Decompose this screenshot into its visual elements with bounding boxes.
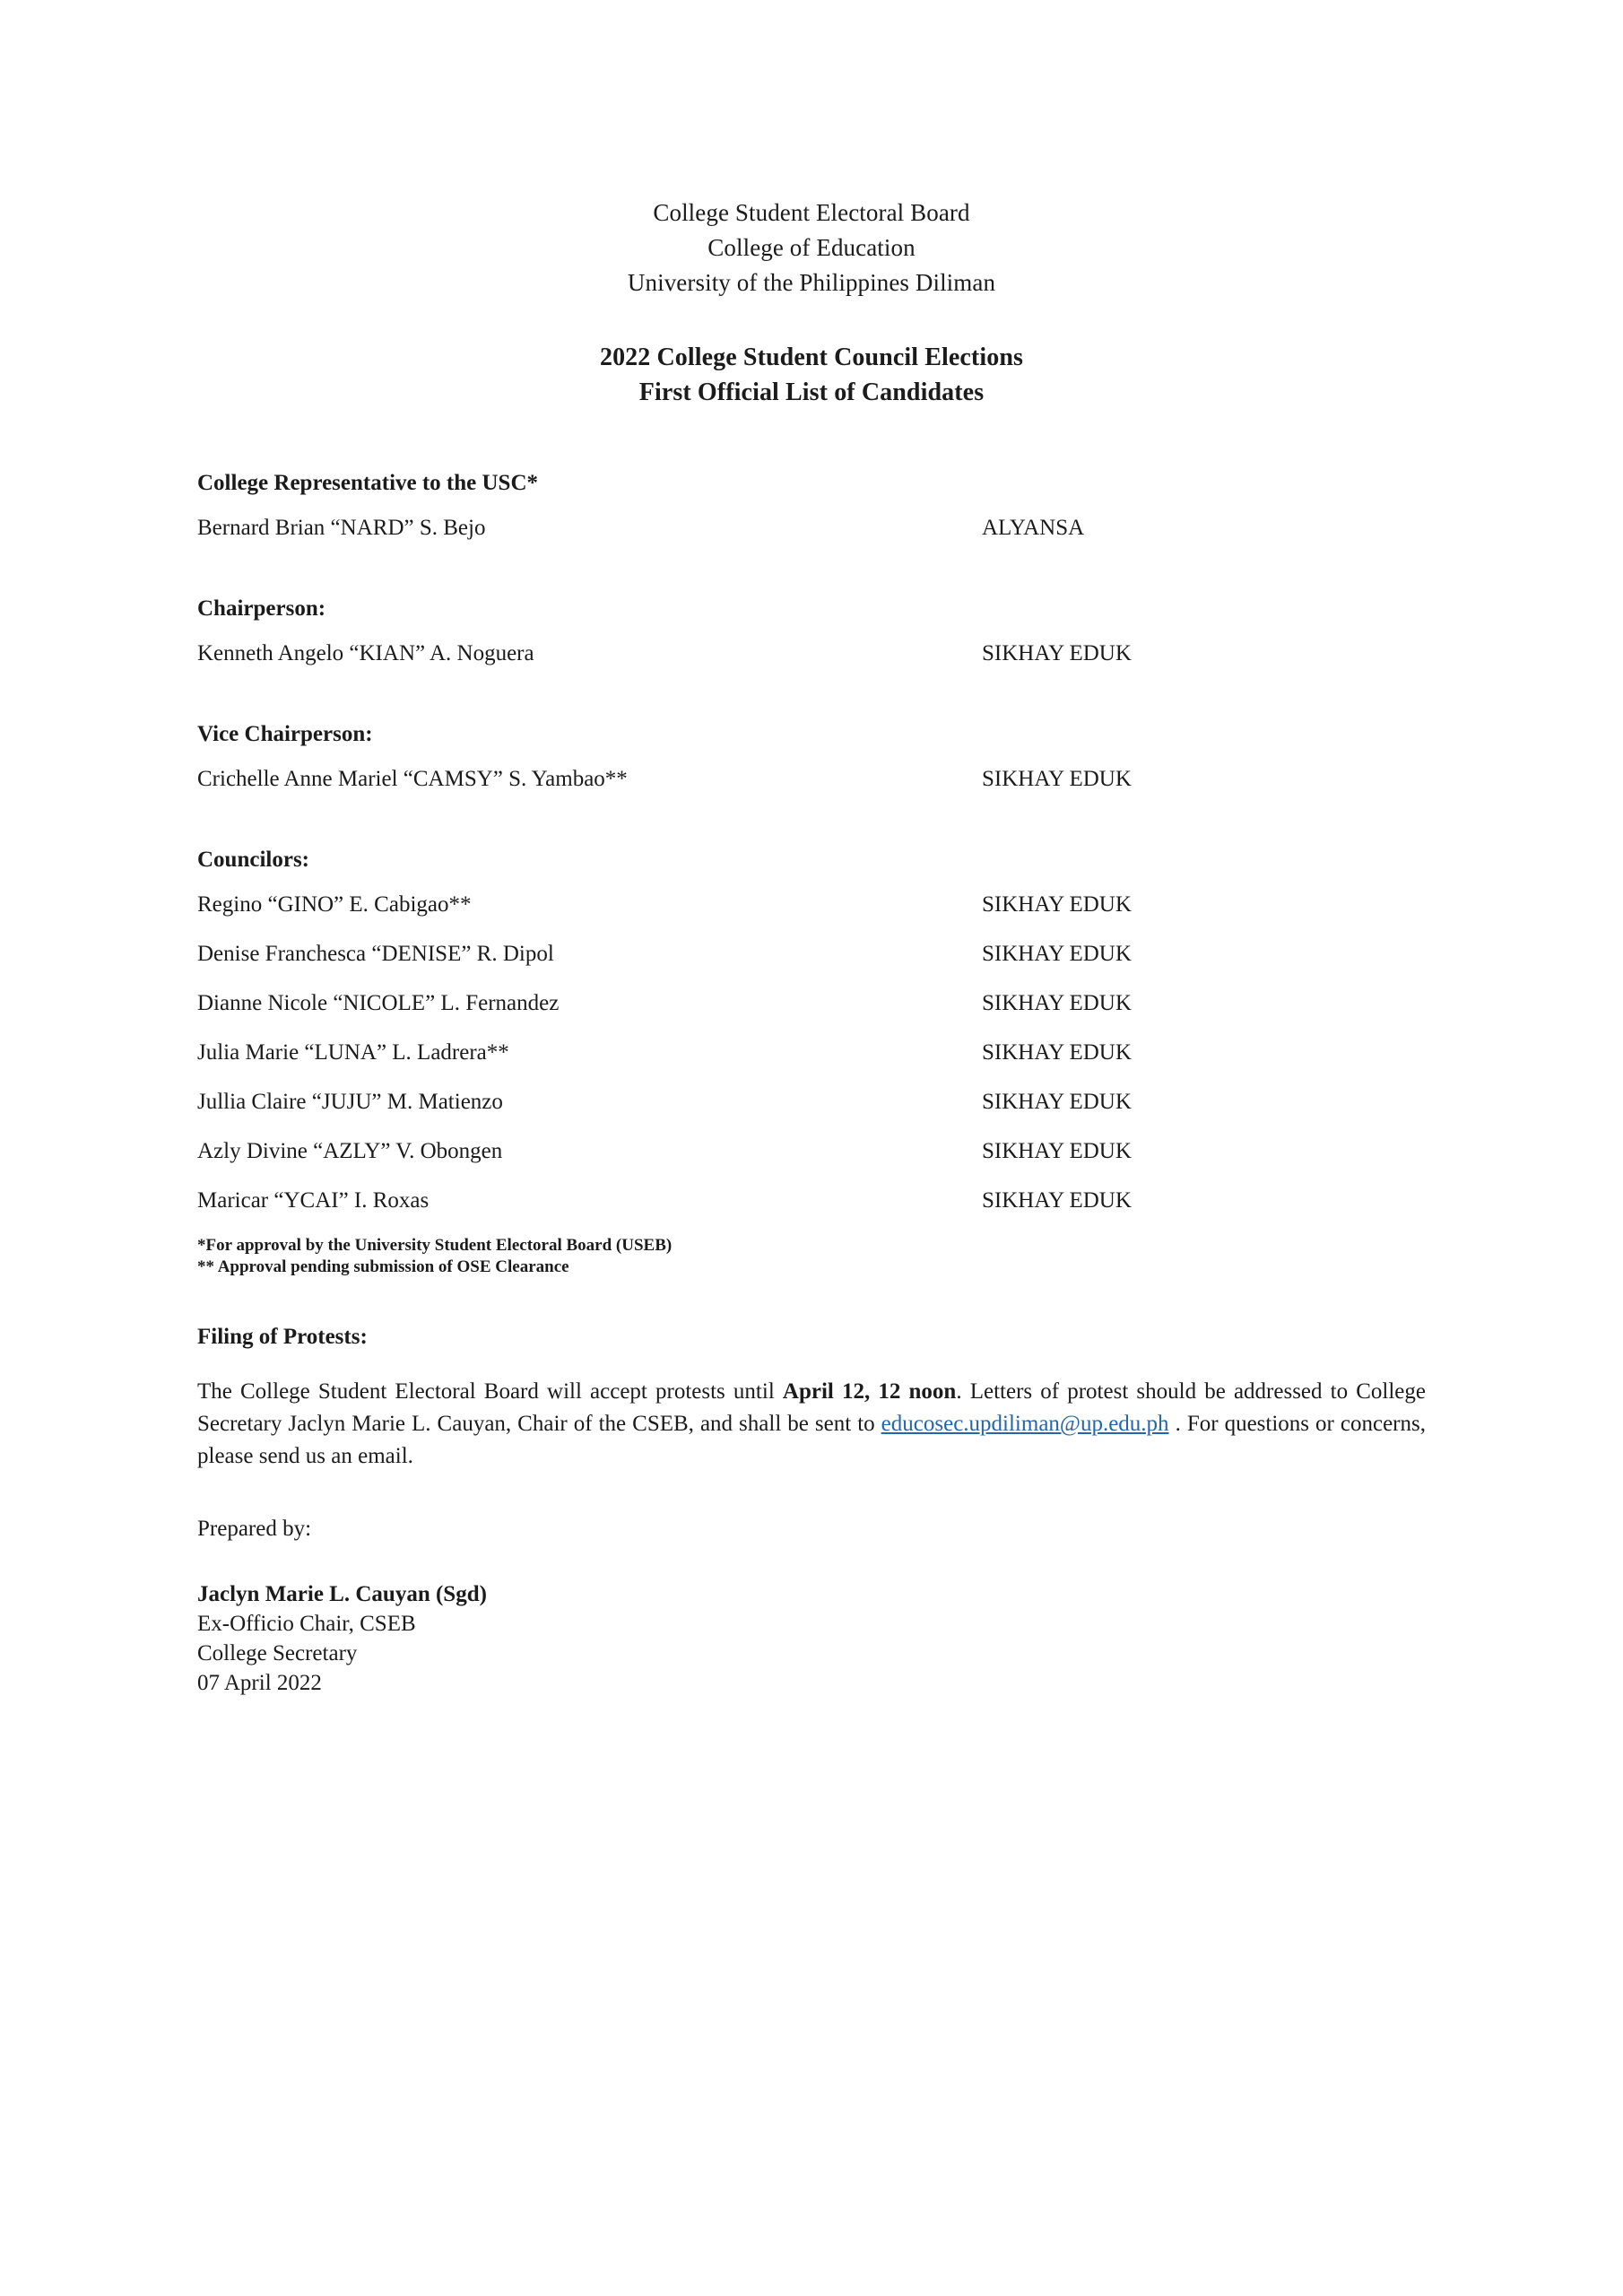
prepared-by-label: Prepared by: — [197, 1517, 312, 1541]
filing-of-protests-section — [197, 1321, 1426, 1473]
document-title-line-2: First Official List of Candidates — [638, 378, 985, 406]
position-block-councilors — [197, 845, 1426, 1215]
candidate-row — [197, 939, 1426, 969]
document-title-line-1: 2022 College Student Council Elections — [599, 344, 1024, 371]
signatory-date: 07 April 2022 — [197, 1671, 322, 1695]
filing-of-protests-heading: Filing of Protests: — [197, 1325, 368, 1349]
protests-text-after-deadline: . Letters of protest should be addressed to College Secretary Jaclyn Marie L. Cauyan, Chair of the CSEB, and shall be sent to — [197, 1379, 1426, 1436]
position-block-vice-chairperson — [197, 719, 1426, 794]
protests-text-after-email: . For questions or concerns, please send us an email. — [197, 1412, 1426, 1468]
letterhead-line-college: College of Education — [707, 234, 916, 261]
candidate-name: Dianne Nicole “NICOLE” L. Fernandez — [197, 991, 560, 1015]
candidate-party: SIKHAY EDUK — [982, 641, 1132, 665]
position-block-chairperson — [197, 594, 1426, 668]
candidate-name: Julia Marie “LUNA” L. Ladrera** — [197, 1040, 509, 1065]
signatory-office: College Secretary — [197, 1641, 358, 1665]
candidate-name: Maricar “YCAI” I. Roxas — [197, 1188, 430, 1213]
protests-email-link[interactable]: educosec.updiliman@up.edu.ph — [881, 1412, 1169, 1436]
candidate-party: SIKHAY EDUK — [982, 942, 1132, 966]
position-block-college-representative — [197, 468, 1426, 543]
candidate-row — [197, 513, 1426, 543]
document-title — [197, 340, 1426, 410]
section-spacer — [197, 562, 1426, 594]
candidate-party: SIKHAY EDUK — [982, 1040, 1132, 1065]
candidate-name: Kenneth Angelo “KIAN” A. Noguera — [197, 641, 534, 665]
protests-text-before-deadline: The College Student Electoral Board will accept protests until — [197, 1379, 783, 1404]
candidate-name: Azly Divine “AZLY” V. Obongen — [197, 1139, 503, 1163]
signatory-role: Ex-Officio Chair, CSEB — [197, 1612, 416, 1636]
footnote-ose-clearance: ** Approval pending submission of OSE Clearance — [197, 1257, 569, 1276]
candidate-party: SIKHAY EDUK — [982, 1188, 1132, 1213]
letterhead — [197, 196, 1426, 300]
candidate-party: SIKHAY EDUK — [982, 767, 1132, 791]
position-heading-college-representative: College Representative to the USC* — [197, 471, 539, 495]
candidate-name: Regino “GINO” E. Cabigao** — [197, 892, 472, 917]
candidate-party: SIKHAY EDUK — [982, 1090, 1132, 1114]
candidate-row — [197, 1186, 1426, 1215]
position-heading-councilors: Councilors: — [197, 848, 309, 872]
candidate-row — [197, 1038, 1426, 1067]
candidate-sections — [197, 468, 1426, 1215]
footnote-useb-approval: *For approval by the University Student Electoral Board (USEB) — [197, 1236, 673, 1255]
candidate-party: ALYANSA — [982, 516, 1085, 540]
protests-deadline: April 12, 12 noon — [782, 1379, 957, 1404]
signatory-name: Jaclyn Marie L. Cauyan (Sgd) — [197, 1582, 487, 1606]
candidate-row — [197, 988, 1426, 1018]
document-content — [197, 0, 1426, 1698]
candidate-party: SIKHAY EDUK — [982, 991, 1132, 1015]
section-spacer — [197, 688, 1426, 719]
candidate-row — [197, 1136, 1426, 1166]
candidate-row — [197, 639, 1426, 668]
candidate-name: Crichelle Anne Mariel “CAMSY” S. Yambao** — [197, 767, 628, 791]
candidate-party: SIKHAY EDUK — [982, 892, 1132, 917]
letterhead-line-university: University of the Philippines Diliman — [627, 269, 996, 296]
position-heading-vice-chairperson: Vice Chairperson: — [197, 722, 373, 746]
position-heading-chairperson: Chairperson: — [197, 596, 326, 621]
candidate-row — [197, 764, 1426, 794]
section-spacer — [197, 813, 1426, 845]
candidate-name: Bernard Brian “NARD” S. Bejo — [197, 516, 486, 540]
filing-of-protests-body — [197, 1376, 1426, 1473]
candidate-name: Denise Franchesca “DENISE” R. Dipol — [197, 942, 554, 966]
footnotes — [197, 1235, 1426, 1278]
letterhead-line-board: College Student Electoral Board — [653, 199, 970, 226]
candidate-row — [197, 890, 1426, 919]
candidate-name: Jullia Claire “JUJU” M. Matienzo — [197, 1090, 503, 1114]
signature-block — [197, 1579, 1426, 1698]
candidate-party: SIKHAY EDUK — [982, 1139, 1132, 1163]
candidate-row — [197, 1087, 1426, 1117]
